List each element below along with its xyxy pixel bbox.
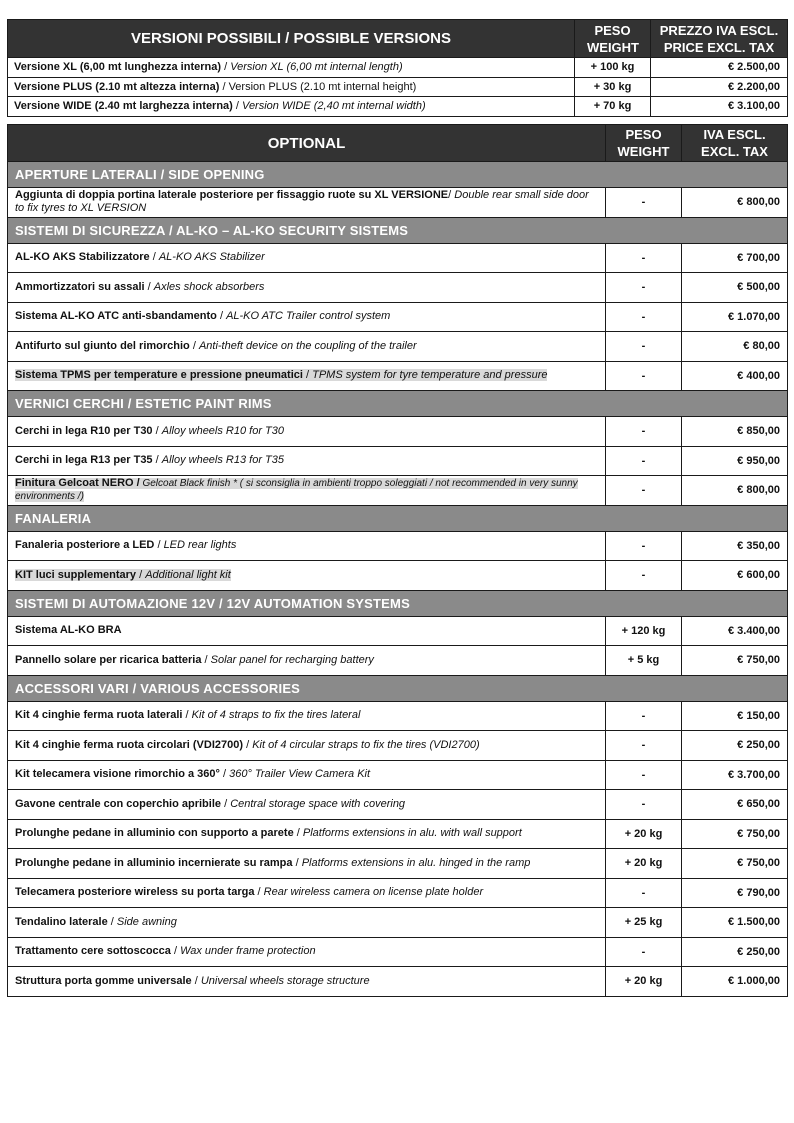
item-en: Double rear small side door to fix tyres to XL VERSION xyxy=(15,189,589,215)
item-row xyxy=(8,819,788,849)
version-row xyxy=(8,58,788,78)
sep: / xyxy=(182,709,192,722)
item-en: AL-KO ATC Trailer control system xyxy=(226,310,391,323)
sep: / xyxy=(152,424,162,437)
sep: / xyxy=(292,856,302,869)
sep: / xyxy=(144,280,154,293)
item-weight: - xyxy=(606,476,682,506)
item-description xyxy=(8,790,606,820)
item-description xyxy=(8,561,606,591)
item-weight: + 5 kg xyxy=(606,646,682,676)
item-row xyxy=(8,967,788,997)
sep: / xyxy=(302,369,313,382)
section-row xyxy=(8,590,788,616)
item-it: Antifurto sul giunto del rimorchio xyxy=(15,339,190,352)
item-description xyxy=(8,760,606,790)
item-en: AL-KO AKS Stabilizer xyxy=(158,251,265,264)
item-price: € 500,00 xyxy=(682,273,788,303)
item-price: € 600,00 xyxy=(682,561,788,591)
version-weight: + 100 kg xyxy=(575,58,651,78)
item-price: € 750,00 xyxy=(682,849,788,879)
item-en: LED rear lights xyxy=(163,539,237,552)
item-price: € 800,00 xyxy=(682,476,788,506)
item-row xyxy=(8,302,788,332)
item-price: € 80,00 xyxy=(682,332,788,362)
weight-line2: WEIGHT xyxy=(617,144,670,159)
sep: / xyxy=(243,738,253,751)
version-it: Versione WIDE (2.40 mt larghezza interna) xyxy=(14,100,233,113)
version-it: Versione XL (6,00 mt lunghezza interna) xyxy=(14,61,222,74)
item-row xyxy=(8,476,788,506)
versions-weight-header xyxy=(575,20,651,58)
item-row xyxy=(8,332,788,362)
item-description xyxy=(8,849,606,879)
item-price: € 150,00 xyxy=(682,701,788,731)
sep: / xyxy=(107,915,117,928)
item-en: Central storage space with covering xyxy=(230,797,406,810)
sep: / xyxy=(219,768,230,781)
sep: / xyxy=(254,886,264,899)
item-it: Finitura Gelcoat NERO / xyxy=(15,477,140,490)
version-price: € 2.200,00 xyxy=(651,77,788,97)
section-row xyxy=(8,217,788,243)
item-it: Ammortizzatori su assali xyxy=(15,280,145,293)
section-title: FANALERIA xyxy=(8,505,788,531)
item-it: Trattamento cere sottoscocca xyxy=(15,945,171,958)
item-row xyxy=(8,616,788,646)
item-description xyxy=(8,937,606,967)
item-row xyxy=(8,361,788,391)
item-weight: + 20 kg xyxy=(606,849,682,879)
item-row xyxy=(8,937,788,967)
version-price: € 3.100,00 xyxy=(651,97,788,117)
item-description xyxy=(8,417,606,447)
item-row xyxy=(8,878,788,908)
item-en: Kit of 4 circular straps to fix the tires (VDI2700) xyxy=(252,738,480,751)
item-it: Kit telecamera visione rimorchio a 360° xyxy=(15,768,220,781)
sep: / xyxy=(149,251,159,264)
sep: / xyxy=(152,454,162,467)
item-row xyxy=(8,188,788,218)
version-it: Versione PLUS (2.10 mt altezza interna) xyxy=(14,80,220,93)
sep: / xyxy=(216,310,227,323)
item-en: Rear wireless camera on license plate holder xyxy=(263,886,484,899)
item-it: Sistema AL-KO ATC anti-sbandamento xyxy=(15,310,217,323)
item-description xyxy=(8,819,606,849)
item-price: € 3.400,00 xyxy=(682,616,788,646)
item-it: Gavone centrale con coperchio apribile xyxy=(15,797,222,810)
sep: / xyxy=(201,653,211,666)
sep: / xyxy=(232,100,243,113)
item-en: 360° Trailer View Camera Kit xyxy=(229,768,371,781)
item-weight: - xyxy=(606,731,682,761)
item-it: Pannello solare per ricarica batteria xyxy=(15,653,202,666)
sep: / xyxy=(448,189,455,202)
item-row xyxy=(8,790,788,820)
section-title: SISTEMI DI SICUREZZA / AL-KO – AL-KO SECURITY SISTEMS xyxy=(8,217,788,243)
item-weight: + 20 kg xyxy=(606,967,682,997)
item-en: Solar panel for recharging battery xyxy=(210,653,374,666)
item-it: Aggiunta di doppia portina laterale posteriore per fissaggio ruote su XL VERSIONE xyxy=(15,189,449,202)
item-it: Tendalino laterale xyxy=(15,915,108,928)
item-weight: - xyxy=(606,790,682,820)
item-price: € 800,00 xyxy=(682,188,788,218)
item-it: Prolunghe pedane in alluminio incernierate su rampa xyxy=(15,856,293,869)
item-weight: - xyxy=(606,760,682,790)
item-description xyxy=(8,646,606,676)
item-en: Additional light kit xyxy=(145,568,231,581)
price-line1: IVA ESCL. xyxy=(703,127,766,142)
item-price: € 1.000,00 xyxy=(682,967,788,997)
item-description xyxy=(8,273,606,303)
version-weight: + 30 kg xyxy=(575,77,651,97)
versions-price-header xyxy=(651,20,788,58)
optional-header-row xyxy=(8,125,788,162)
item-price: € 250,00 xyxy=(682,937,788,967)
item-weight: - xyxy=(606,878,682,908)
version-price: € 2.500,00 xyxy=(651,58,788,78)
sep: / xyxy=(170,945,181,958)
optional-weight-header xyxy=(606,125,682,162)
item-en: Wax under frame protection xyxy=(180,945,316,958)
item-weight: - xyxy=(606,361,682,391)
item-weight: - xyxy=(606,701,682,731)
item-en: Anti-theft device on the coupling of the trailer xyxy=(198,339,417,352)
item-weight: - xyxy=(606,302,682,332)
sep: / xyxy=(221,797,231,810)
item-weight: + 120 kg xyxy=(606,616,682,646)
item-row xyxy=(8,531,788,561)
section-title: APERTURE LATERALI / SIDE OPENING xyxy=(8,162,788,188)
version-row xyxy=(8,97,788,117)
item-description xyxy=(8,243,606,273)
item-price: € 1.070,00 xyxy=(682,302,788,332)
sep: / xyxy=(293,827,303,840)
item-description xyxy=(8,908,606,938)
optional-title: OPTIONAL xyxy=(8,125,606,162)
item-description xyxy=(8,188,606,218)
section-row xyxy=(8,391,788,417)
section-row xyxy=(8,675,788,701)
item-row xyxy=(8,243,788,273)
item-row xyxy=(8,446,788,476)
item-row xyxy=(8,760,788,790)
item-price: € 400,00 xyxy=(682,361,788,391)
item-price: € 700,00 xyxy=(682,243,788,273)
item-description xyxy=(8,616,606,646)
item-en: Alloy wheels R13 for T35 xyxy=(161,454,285,467)
item-row xyxy=(8,646,788,676)
item-en: TPMS system for tyre temperature and pressure xyxy=(312,369,548,382)
sep: / xyxy=(219,80,229,93)
version-description xyxy=(8,77,575,97)
item-weight: + 20 kg xyxy=(606,819,682,849)
item-price: € 790,00 xyxy=(682,878,788,908)
versions-header-row xyxy=(8,20,788,58)
version-en: Version XL (6,00 mt internal length) xyxy=(230,61,403,74)
version-en: Version PLUS (2.10 mt internal height) xyxy=(228,80,417,93)
item-en: Gelcoat Black finish * ( si sconsiglia in ambienti troppo soleggiati / not recommended in very sunny environments /) xyxy=(15,478,578,503)
price-line2: EXCL. TAX xyxy=(701,144,768,159)
highlighted-text xyxy=(15,478,578,502)
item-description xyxy=(8,476,606,506)
item-en: Universal wheels storage structure xyxy=(200,974,370,987)
item-price: € 3.700,00 xyxy=(682,760,788,790)
sep: / xyxy=(154,539,164,552)
item-weight: - xyxy=(606,273,682,303)
sep: / xyxy=(191,974,201,987)
item-description xyxy=(8,332,606,362)
item-description xyxy=(8,361,606,391)
item-row xyxy=(8,731,788,761)
item-it: Sistema AL-KO BRA xyxy=(15,624,122,637)
item-price: € 850,00 xyxy=(682,417,788,447)
weight-line1: PESO xyxy=(625,127,662,142)
item-description xyxy=(8,701,606,731)
weight-header-label: PESO WEIGHT xyxy=(587,22,639,55)
highlighted-text xyxy=(15,369,547,381)
version-en: Version WIDE (2,40 mt internal width) xyxy=(242,100,426,113)
item-it: Struttura porta gomme universale xyxy=(15,974,192,987)
item-it: Kit 4 cinghie ferma ruota laterali xyxy=(15,709,183,722)
item-en: Platforms extensions in alu. hinged in the ramp xyxy=(301,856,531,869)
section-title: VERNICI CERCHI / ESTETIC PAINT RIMS xyxy=(8,391,788,417)
section-title: ACCESSORI VARI / VARIOUS ACCESSORIES xyxy=(8,675,788,701)
price-header-line1: PREZZO IVA ESCL. xyxy=(659,22,779,38)
item-row xyxy=(8,849,788,879)
item-en: Alloy wheels R10 for T30 xyxy=(161,424,285,437)
item-price: € 350,00 xyxy=(682,531,788,561)
item-en: Kit of 4 straps to fix the tires lateral xyxy=(191,709,361,722)
item-weight: - xyxy=(606,531,682,561)
item-price: € 650,00 xyxy=(682,790,788,820)
item-weight: - xyxy=(606,417,682,447)
versions-title: VERSIONI POSSIBILI / POSSIBLE VERSIONS xyxy=(8,20,575,58)
item-row xyxy=(8,561,788,591)
price-header-line2: PRICE EXCL. TAX xyxy=(663,39,775,55)
item-it: Telecamera posteriore wireless su porta targa xyxy=(15,886,255,899)
item-en: Side awning xyxy=(116,915,177,928)
item-row xyxy=(8,701,788,731)
item-description xyxy=(8,302,606,332)
item-price: € 250,00 xyxy=(682,731,788,761)
item-description xyxy=(8,967,606,997)
sep: / xyxy=(136,568,146,581)
item-weight: - xyxy=(606,188,682,218)
version-weight: + 70 kg xyxy=(575,97,651,117)
item-weight: - xyxy=(606,561,682,591)
item-it: Sistema TPMS per temperature e pressione pneumatici xyxy=(15,369,303,382)
highlighted-text xyxy=(15,569,231,581)
optional-table xyxy=(7,124,788,997)
item-price: € 950,00 xyxy=(682,446,788,476)
item-row xyxy=(8,417,788,447)
optional-price-header xyxy=(682,125,788,162)
versions-table xyxy=(7,19,788,117)
item-it: KIT luci supplementary xyxy=(15,568,137,581)
sep: / xyxy=(189,339,199,352)
item-it: Cerchi in lega R13 per T35 xyxy=(15,454,153,467)
item-it: Fanaleria posteriore a LED xyxy=(15,539,155,552)
item-weight: - xyxy=(606,332,682,362)
item-weight: - xyxy=(606,937,682,967)
item-weight: - xyxy=(606,446,682,476)
item-price: € 1.500,00 xyxy=(682,908,788,938)
section-row xyxy=(8,162,788,188)
item-it: Prolunghe pedane in alluminio con supporto a parete xyxy=(15,827,294,840)
item-price: € 750,00 xyxy=(682,646,788,676)
version-row xyxy=(8,77,788,97)
item-description xyxy=(8,446,606,476)
section-title: SISTEMI DI AUTOMAZIONE 12V / 12V AUTOMATION SYSTEMS xyxy=(8,590,788,616)
item-en: Platforms extensions in alu. with wall support xyxy=(302,827,522,840)
sep: / xyxy=(221,61,231,74)
version-description xyxy=(8,97,575,117)
item-it: Kit 4 cinghie ferma ruota circolari (VDI2700) xyxy=(15,738,244,751)
item-it: AL-KO AKS Stabilizzatore xyxy=(15,251,150,264)
item-row xyxy=(8,908,788,938)
item-weight: + 25 kg xyxy=(606,908,682,938)
item-price: € 750,00 xyxy=(682,819,788,849)
item-description xyxy=(8,531,606,561)
item-en: Axles shock absorbers xyxy=(153,280,265,293)
section-row xyxy=(8,505,788,531)
version-description xyxy=(8,58,575,78)
item-description xyxy=(8,731,606,761)
item-description xyxy=(8,878,606,908)
item-row xyxy=(8,273,788,303)
item-it: Cerchi in lega R10 per T30 xyxy=(15,424,153,437)
item-weight: - xyxy=(606,243,682,273)
